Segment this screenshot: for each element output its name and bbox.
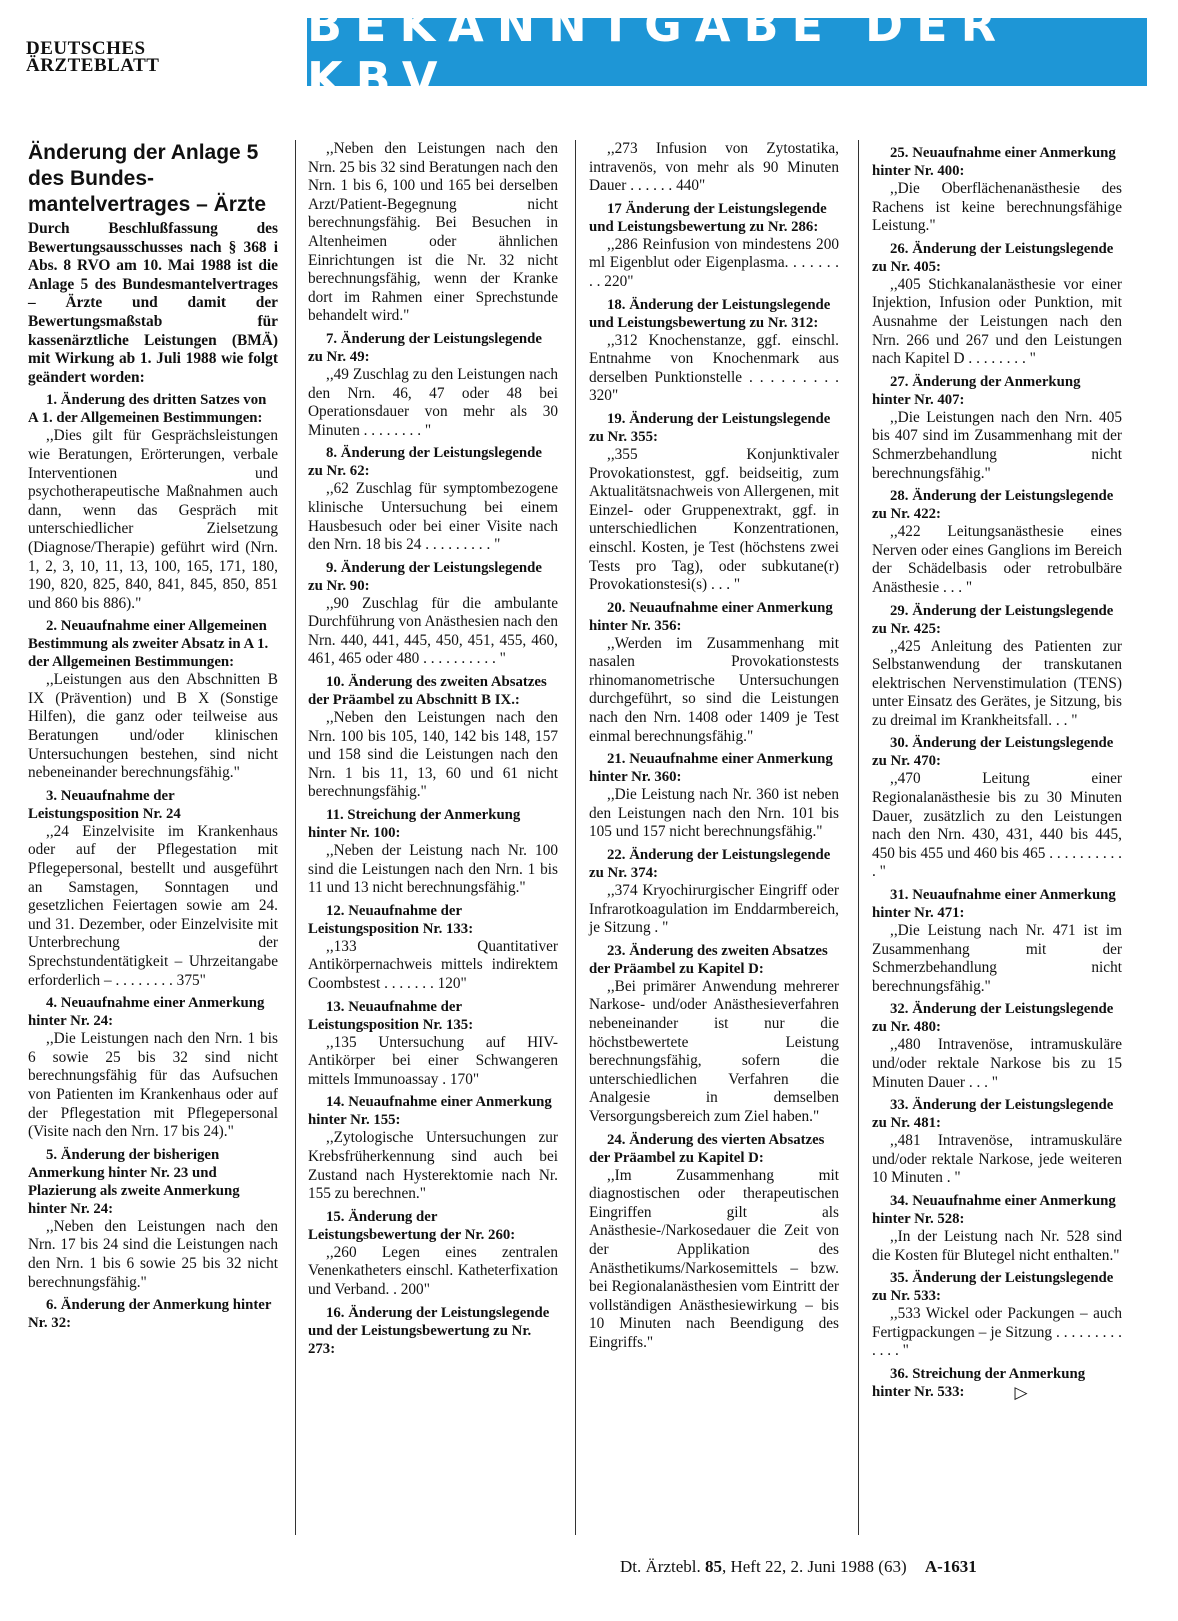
amendment-item [872, 1269, 1122, 1361]
amendment-text: ,,422 Leitungsanästhesie eines Nerven oder eines Ganglions im Bereich der Schädelbasis oder retrobulbäre Anästhesie . . . " [872, 523, 1122, 596]
footer-issue: , Heft 22, 2. Juni 1988 (63) [721, 1557, 907, 1576]
page-footer [620, 1557, 977, 1577]
amendment-text: ,,Die Leistungen nach den Nrn. 1 bis 6 sowie 25 bis 32 sind nicht berechnungsfähig für das Aufsuchen von Patienten im Krankenhaus oder auf der Pflegestation mit Pflegepersonal (Visite nach den Nrn. 17 bis 24)." [28, 1030, 278, 1141]
amendment-heading: 15. Änderung der Leistungsbewertung der Nr. 260: [308, 1208, 516, 1243]
amendment-heading: 27. Änderung der Anmerkung hinter Nr. 407: [872, 373, 1081, 408]
amendment-item [589, 942, 839, 1127]
amendment-heading: 5. Änderung der bisherigen Anmerkung hinter Nr. 23 und Plazierung als zweite Anmerkung hinter Nr. 24: [28, 1146, 240, 1217]
amendment-item [872, 373, 1122, 483]
column-1-items [28, 391, 278, 1332]
amendment-heading: 25. Neuaufnahme einer Anmerkung hinter Nr. 400: [872, 145, 1116, 179]
amendment-text: ,,286 Reinfusion von mindestens 200 ml Eigenblut oder Eigenplasma. . . . . . . . . 220" [589, 235, 839, 290]
amendment-heading: 7. Änderung der Leistungslegende zu Nr. 49: [308, 330, 542, 365]
amendment-item [589, 200, 839, 292]
amendment-heading: 1. Änderung des dritten Satzes von A 1. der Allgemeinen Bestimmungen: [28, 392, 267, 427]
amendment-heading: 21. Neuaufnahme einer Anmerkung hinter Nr. 360: [589, 751, 833, 786]
amendment-text: ,,312 Knochenstanze, ggf. einschl. Entnahme von Knochenmark aus derselben Punktionstelle . . . . . . . . . 320" [589, 331, 839, 405]
amendment-heading: 34. Neuaufnahme einer Anmerkung hinter Nr. 528: [872, 1192, 1116, 1227]
amendment-heading: 8. Änderung der Leistungslegende zu Nr. 62: [308, 445, 542, 480]
amendment-item [28, 787, 278, 990]
masthead-line-1: DEUTSCHES [26, 38, 146, 59]
amendment-text: ,,Im Zusammenhang mit diagnostischen oder therapeutischen Eingriffen gilt als Anästhesie-/Narkosedauer die Zeit von der Applikation des Anästhetikums/Narkosemittels – bzw. bei Regionalanästhesien vom Eintritt der vollständigen Anästhesiewirkung – bis 10 Minuten nach Beendigung des Eingriffs." [589, 1166, 839, 1351]
article-title: Änderung der Anlage 5 des Bundes-mantelvertrages – Ärzte [28, 141, 267, 216]
amendment-item [589, 140, 839, 196]
amendment-item [308, 1304, 558, 1358]
amendment-heading: 32. Änderung der Leistungslegende zu Nr. 480: [872, 1001, 1114, 1036]
section-banner: BEKANNTGABE DER KBV [307, 18, 1147, 86]
amendment-heading: 22. Änderung der Leistungslegende zu Nr. 374: [589, 847, 831, 882]
amendment-item [589, 599, 839, 747]
amendment-text: ,,405 Stichkanalanästhesie vor einer Injektion, Infusion oder Punktion, mit Ausnahme der Leistungen nach den Nrn. 266 und 267 und den Leistungen nach Kapitel D . . . . . . . . " [872, 275, 1122, 368]
amendment-heading: 23. Änderung des zweiten Absatzes der Präambel zu Kapitel D: [589, 942, 828, 977]
amendment-item [872, 144, 1122, 236]
amendment-heading: 11. Streichung der Anmerkung hinter Nr. 100: [308, 807, 521, 842]
amendment-text: ,,133 Quantitativer Antikörpernachweis mittels indirektem Coombstest . . . . . . . 120" [308, 937, 558, 992]
amendment-item [872, 240, 1122, 369]
amendment-heading: 31. Neuaufnahme einer Anmerkung hinter Nr. 471: [872, 887, 1116, 922]
amendment-text: ,,480 Intravenöse, intramuskuläre und/oder rektale Narkose bis zu 15 Minuten Dauer . . . " [872, 1036, 1122, 1091]
column-2 [308, 140, 558, 1358]
amendment-text: ,,Neben den Leistungen nach den Nrn. 100 bis 105, 140, 142 bis 148, 157 und 158 sind die Leistungen nach den Nrn. 1 bis 11, 13, 60 und 61 nicht berechnungsfähig." [308, 709, 558, 801]
amendment-item [308, 902, 558, 994]
amendment-heading: 4. Neuaufnahme einer Anmerkung hinter Nr. 24: [28, 995, 265, 1030]
amendment-item [308, 673, 558, 802]
column-2-items [308, 140, 558, 1358]
column-divider [858, 140, 859, 1535]
masthead-line-2: ÄRZTEBLATT [26, 55, 160, 76]
amendment-heading: 29. Änderung der Leistungslegende zu Nr. 425: [872, 602, 1114, 637]
amendment-text: ,,Dies gilt für Gesprächsleistungen wie Beratungen, Erörterungen, verbale Interventionen und psychotherapeutische Maßnahmen auch dann, wenn das Gespräch mit unterschiedlicher Zielsetzung (Diagnose/Therapie) geführt wird (Nrn. 1, 2, 3, 10, 11, 13, 100, 165, 171, 180, 190, 820, 825, 840, 841, 845, 850, 851 und 860 bis 886)." [28, 427, 278, 612]
amendment-text: ,,260 Legen eines zentralen Venenkatheters einschl. Katheterfixation und Verband. . 200" [308, 1243, 558, 1298]
amendment-text: ,,Werden im Zusammenhang mit nasalen Provokationstests rhinomanometrische Untersuchungen durchgeführt, so sind die Leistungen nach den Nrn. 1408 oder 1409 je Test einmal berechnungsfähig." [589, 634, 839, 745]
amendment-item [308, 1093, 558, 1203]
amendment-text: ,,90 Zuschlag für die ambulante Durchführung von Anästhesien nach den Nrn. 440, 441, 445, 450, 451, 455, 460, 461, 465 oder 480 . . . . . . . . . . " [308, 594, 558, 668]
amendment-item [28, 1146, 278, 1292]
amendment-heading: 19. Änderung der Leistungslegende zu Nr. 355: [589, 410, 831, 445]
amendment-text: ,,135 Untersuchung auf HIV-Antikörper bei einer Schwangeren mittels Immunoassay . 170" [308, 1033, 558, 1088]
footer-page-number: A-1631 [924, 1557, 977, 1576]
amendment-text: ,,425 Anleitung des Patienten zur Selbstanwendung der transkutanen elektrischen Nervenstimulation (TENS) unter Einsatz des Gerätes, je Sitzung, bis zu dreimal im Krankheitsfall. . . " [872, 637, 1122, 729]
amendment-heading: 13. Neuaufnahme der Leistungsposition Nr. 135: [308, 998, 474, 1033]
amendment-text: ,,481 Intravenöse, intramuskuläre und/oder rektale Narkose, jede weiteren 10 Minuten . " [872, 1132, 1122, 1187]
amendment-heading: 17 Änderung der Leistungslegende und Leistungsbewertung zu Nr. 286: [589, 200, 827, 235]
amendment-text: ,,In der Leistung nach Nr. 528 sind die Kosten für Blutegel nicht enthalten." [872, 1227, 1122, 1264]
amendment-item [308, 806, 558, 898]
amendment-item [28, 1296, 278, 1332]
amendment-heading: 6. Änderung der Anmerkung hinter Nr. 32: [28, 1297, 272, 1332]
amendment-heading: 20. Neuaufnahme einer Anmerkung hinter Nr. 356: [589, 599, 833, 634]
amendment-item [589, 1131, 839, 1353]
amendment-heading: 10. Änderung des zweiten Absatzes der Präambel zu Abschnitt B IX.: [308, 674, 547, 709]
amendment-heading: 18. Änderung der Leistungslegende und Leistungsbewertung zu Nr. 312: [589, 296, 831, 331]
amendment-text: ,,Die Leistung nach Nr. 360 ist neben den Leistungen nach den Nrn. 101 bis 105 und 157 nicht berechnungsfähig." [589, 786, 839, 841]
amendment-heading: 9. Änderung der Leistungslegende zu Nr. 90: [308, 559, 542, 594]
amendment-text: ,,24 Einzelvisite im Krankenhaus oder auf der Pflegestation mit Pflegepersonal, bestellt und ausgeführt an Samstagen, Sonntagen und gesetzlichen Feiertagen sowie am 24. und 31. Dezember, oder Einzelvisite mit Unterbrechung der Sprechstundentätigkeit – Uhrzeitangabe erforderlich – . . . . . . . . 375" [28, 822, 278, 989]
amendment-text: ,,62 Zuschlag für symptombezogene klinische Untersuchung bei einem Hausbesuch oder bei einer Visite nach den Nrn. 18 bis 24 . . . . . . . . . " [308, 480, 558, 554]
amendment-item [589, 410, 839, 595]
article-intro [28, 220, 278, 387]
amendment-heading: 26. Änderung der Leistungslegende zu Nr. 405: [872, 240, 1114, 275]
column-divider [575, 140, 576, 1535]
amendment-heading: 12. Neuaufnahme der Leistungsposition Nr. 133: [308, 902, 474, 937]
amendment-item [308, 140, 558, 326]
amendment-text: ,,533 Wickel oder Packungen – auch Fertigpackungen – je Sitzung . . . . . . . . . . . . . " [872, 1305, 1122, 1360]
masthead-logo [26, 40, 159, 74]
amendment-heading: 30. Änderung der Leistungslegende zu Nr. 470: [872, 735, 1114, 770]
amendment-text: ,,49 Zuschlag zu den Leistungen nach den Nrn. 46, 47 oder 48 bei Operationsdauer von mehr als 30 Minuten . . . . . . . . " [308, 365, 558, 439]
column-1 [28, 140, 278, 1332]
amendment-heading: 28. Änderung der Leistungslegende zu Nr. 422: [872, 488, 1114, 523]
amendment-item [872, 886, 1122, 996]
amendment-heading: 33. Änderung der Leistungslegende zu Nr. 481: [872, 1097, 1114, 1132]
amendment-item [308, 998, 558, 1090]
amendment-text: ,,273 Infusion von Zytostatika, intravenös, von mehr als 90 Minuten Dauer . . . . . . 440" [589, 140, 839, 195]
amendment-text: ,,374 Kryochirurgischer Eingriff oder Infrarotkoagulation im Enddarmbereich, je Sitzung . " [589, 882, 839, 937]
footer-journal: Dt. Ärztebl. [620, 1557, 701, 1576]
amendment-text: ,,Bei primärer Anwendung mehrerer Narkose- und/oder Anästhesieverfahren nebeneinander ist nur die höchstbewertete Leistung berechnungsfähig, sofern die unterschiedlichen Verfahren die Analgesie in demselben Versorgungsbereich zum Ziel haben." [589, 977, 839, 1125]
amendment-item [589, 846, 839, 938]
amendment-heading: 24. Änderung des vierten Absatzes der Präambel zu Kapitel D: [589, 1131, 825, 1166]
amendment-item [872, 1000, 1122, 1092]
amendment-item [28, 391, 278, 613]
amendment-item [872, 602, 1122, 731]
amendment-item [589, 296, 839, 406]
amendment-text: ,,Neben der Leistung nach Nr. 100 sind die Leistungen nach den Nrn. 1 bis 11 und 13 nicht berechnungsfähig." [308, 842, 558, 897]
amendment-text: ,,Neben den Leistungen nach den Nrn. 17 bis 24 sind die Leistungen nach den Nrn. 1 bis 6 sowie 25 bis 32 nicht berechnungsfähig." [28, 1217, 278, 1291]
amendment-text: ,,Die Oberflächenanästhesie des Rachens ist keine berechnungsfähige Leistung." [872, 180, 1122, 235]
amendment-item [872, 1096, 1122, 1188]
amendment-text: ,,Die Leistungen nach den Nrn. 405 bis 407 sind im Zusammenhang mit der Schmerzbehandlung nicht berechnungsfähig." [872, 408, 1122, 482]
amendment-item [28, 617, 278, 783]
amendment-item [872, 487, 1122, 597]
intro-text: Durch Beschlußfassung des Bewertungsausschusses nach § 368 i Abs. 8 RVO am 10. Mai 1988 ist die Anlage 5 des Bundesmantelvertrages – Ärzte und damit der Bewertungsmaßstab für kassenärztliche Leistungen (BMÄ) mit Wirkung ab 1. Juli 1988 wie folgt geändert worden: [28, 220, 278, 386]
amendment-heading: 14. Neuaufnahme einer Anmerkung hinter Nr. 155: [308, 1094, 552, 1129]
continue-arrow-icon: ▷ [1014, 1382, 1028, 1402]
amendment-heading: 35. Änderung der Leistungslegende zu Nr. 533: [872, 1270, 1114, 1305]
amendment-item [308, 444, 558, 554]
amendment-text: ,,470 Leitung einer Regionalanästhesie bis zu 30 Minuten Dauer, zusätzlich zu den Leistungen nach den Nrn. 430, 431, 440 bis 445, 450 bis 455 und 460 bis 465 . . . . . . . . . . . " [872, 770, 1122, 881]
amendment-text: ,,Leistungen aus den Abschnitten B IX (Prävention) und B X (Sonstige Hilfen), die ganz oder teilweise aus Beratungen und/oder klinischen Untersuchungen bestehen, sind nicht nebeneinander berechnungsfähig." [28, 671, 278, 782]
amendment-item [28, 994, 278, 1142]
amendment-item [308, 330, 558, 440]
amendment-text: ,,355 Konjunktivaler Provokationstest, ggf. beidseitig, zum Aktualitätsnachweis von Allergenen, mit Einzel- oder Gruppenextrakt, ggf. in unterschiedlichen Konzentrationen, einschl. Kosten, je Test (höchstens zwei Tests pro Tag), oder subkutane(r) Provokationstesi(s) . . . " [589, 445, 839, 594]
amendment-item [872, 1192, 1122, 1265]
amendment-heading: 3. Neuaufnahme der Leistungsposition Nr. 24 [28, 787, 181, 822]
amendment-item [872, 1365, 1122, 1402]
amendment-text: ,,Zytologische Untersuchungen zur Krebsfrüherkennung sind auch bei Zustand nach Hysterektomie nach Nr. 155 zu berechnen." [308, 1129, 558, 1203]
column-3 [589, 140, 839, 1353]
column-4-items [872, 144, 1122, 1402]
footer-volume: 85 [704, 1557, 722, 1576]
column-3-items [589, 140, 839, 1353]
column-4 [872, 140, 1122, 1402]
amendment-item [308, 559, 558, 669]
amendment-text: ,,Die Leistung nach Nr. 471 ist im Zusammenhang mit der Schmerzbehandlung nicht berechnungsfähig." [872, 922, 1122, 995]
amendment-heading: 16. Änderung der Leistungslegende und der Leistungsbewertung zu Nr. 273: [308, 1304, 550, 1357]
column-divider [295, 140, 296, 1535]
amendment-text: ,,Neben den Leistungen nach den Nrn. 25 bis 32 sind Beratungen nach den Nrn. 1 bis 6, 100 und 165 bei derselben Arzt/Patient-Begegnung nicht berechnungsfähig. Bei Besuchen in Altenheimen oder ähnlichen Einrichtungen ist die Nr. 32 nicht berechnungsfähig, wenn der Kranke dort im Rahmen einer Sprechstunde behandelt wird." [308, 140, 558, 325]
amendment-item [308, 1208, 558, 1300]
amendment-item [872, 734, 1122, 882]
amendment-item [589, 750, 839, 842]
amendment-heading: 2. Neuaufnahme einer Allgemeinen Bestimmung als zweiter Absatz in A 1. der Allgemeinen Bestimmungen: [28, 618, 269, 671]
amendment-heading: 36. Streichung der Anmerkung hinter Nr. 533: ▷ [872, 1365, 1086, 1402]
